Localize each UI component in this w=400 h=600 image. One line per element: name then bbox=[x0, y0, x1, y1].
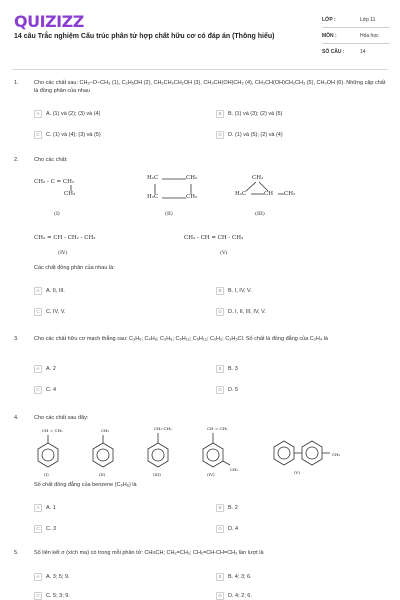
benzene-structure-4 bbox=[203, 433, 230, 467]
meta-value: 14 bbox=[360, 49, 366, 55]
option-text: C. 3 bbox=[46, 525, 57, 532]
worksheet-header bbox=[0, 0, 400, 70]
question-number: 4. bbox=[14, 415, 19, 421]
structure-5-formula: CH₃ - CH = CH - CH₃ bbox=[184, 235, 244, 241]
option-text: B. 2 bbox=[228, 504, 238, 511]
benzene-substituent: CH = CH₂ bbox=[42, 428, 63, 433]
option-key: D bbox=[216, 131, 224, 139]
option-text: B. 4; 3; 6. bbox=[228, 573, 252, 580]
option-d[interactable] bbox=[216, 591, 252, 600]
option-b[interactable] bbox=[216, 364, 238, 373]
structure-2-atom: CH₂ bbox=[186, 175, 198, 181]
benzene-substituent: CH₃ bbox=[332, 452, 341, 457]
meta-label: MÔN : bbox=[322, 32, 337, 39]
option-key: A bbox=[34, 287, 42, 295]
structure-2-ring bbox=[152, 177, 192, 199]
option-text: A. 2 bbox=[46, 365, 56, 372]
option-c[interactable] bbox=[34, 524, 56, 533]
meta-row-subject bbox=[322, 28, 390, 44]
option-text: A. (1) và (2); (3) và (4) bbox=[46, 110, 101, 117]
structure-4-formula: CH₂ = CH - CH₂ - CH₃ bbox=[34, 235, 96, 241]
option-key: D bbox=[216, 592, 224, 600]
option-d[interactable] bbox=[216, 524, 238, 533]
option-a[interactable] bbox=[34, 286, 65, 295]
benzene-structure-1 bbox=[38, 435, 58, 467]
meta-row-grade bbox=[322, 12, 390, 28]
option-text: C. 5; 3; 9. bbox=[46, 592, 70, 599]
question-text: Cho các chất: bbox=[34, 157, 68, 163]
option-d[interactable] bbox=[216, 385, 238, 394]
option-text: C. 4 bbox=[46, 386, 57, 393]
benzene-label: (I) bbox=[44, 472, 49, 477]
question-text: Cho các chất sau đây: bbox=[34, 415, 89, 421]
option-text: C. (1) và (4); (3) và (5) bbox=[46, 131, 101, 138]
benzene-label: (II) bbox=[99, 472, 106, 477]
structure-3-atom: CH₃ bbox=[284, 191, 296, 197]
option-text: A. 1 bbox=[46, 504, 56, 511]
option-a[interactable] bbox=[34, 503, 56, 512]
question-3 bbox=[14, 336, 388, 406]
benzene-structure-3 bbox=[148, 433, 168, 467]
quizizz-logo: QUIZIZZ bbox=[14, 12, 84, 31]
structure-1-methyl: CH₃ bbox=[64, 191, 76, 197]
option-key: B bbox=[216, 110, 224, 118]
option-c[interactable] bbox=[34, 591, 70, 600]
option-text: A. 3; 5; 9. bbox=[46, 573, 70, 580]
option-key: B bbox=[216, 365, 224, 373]
option-text: B. (1) và (3); (2) và (5) bbox=[228, 110, 283, 117]
benzene-substituent: CH₃ bbox=[230, 467, 239, 472]
option-key: B bbox=[216, 504, 224, 512]
structure-2-atom: H₂C bbox=[147, 194, 159, 200]
option-key: C bbox=[34, 386, 42, 394]
structure-3-label: (III) bbox=[255, 211, 265, 217]
option-text: C. IV, V. bbox=[46, 308, 66, 315]
benzene-label: (V) bbox=[294, 470, 301, 475]
question-text: Cho các chất sau: CH₃–O–CH₃ (1), C₂H₅OH (2), CH₃CH₂CH₂OH (3), CH₃CH(OH)CH₃ (4), CH₃CH(OH)CH₂CH₃ (5), CH₃OH (6). Những cặp chất là đồng phân của nhau bbox=[34, 80, 386, 94]
option-c[interactable] bbox=[34, 307, 65, 316]
benzene-substituent: CH₂-CH₃ bbox=[154, 426, 172, 431]
option-key: C bbox=[34, 525, 42, 533]
option-key: A bbox=[34, 365, 42, 373]
option-c[interactable] bbox=[34, 385, 56, 394]
page-title: 14 câu Trắc nghiệm Cấu trúc phân tử hợp chất hữu cơ có đáp án (Thông hiểu) bbox=[14, 33, 275, 40]
option-text: D. 4 bbox=[228, 525, 239, 532]
structure-2-label: (II) bbox=[165, 211, 173, 217]
question-1 bbox=[14, 80, 388, 150]
option-b[interactable] bbox=[216, 286, 252, 295]
question-subtext: Các chất đồng phân của nhau là: bbox=[34, 265, 115, 271]
question-number: 5. bbox=[14, 550, 19, 556]
benzene-substituent: CH = CH₂ bbox=[207, 426, 228, 431]
option-d[interactable] bbox=[216, 307, 266, 316]
meta-value: Lớp 11 bbox=[360, 16, 376, 23]
option-a[interactable] bbox=[34, 572, 70, 581]
structure-5-label: (V) bbox=[220, 250, 228, 256]
option-c[interactable] bbox=[34, 130, 101, 139]
question-5 bbox=[14, 550, 388, 600]
question-subtext: Số chất đồng đẳng của benzene (C₆H₆) là bbox=[34, 482, 137, 488]
benzene-structure-2 bbox=[93, 435, 113, 467]
question-number: 1. bbox=[14, 80, 19, 86]
meta-label: SỐ CÂU : bbox=[322, 49, 345, 55]
option-a[interactable] bbox=[34, 364, 56, 373]
benzene-substituent: CH₃ bbox=[101, 428, 110, 433]
question-number: 3. bbox=[14, 336, 19, 342]
option-text: D. I, II, III, IV, V. bbox=[228, 308, 266, 315]
option-text: A. II, III. bbox=[46, 287, 65, 294]
meta-label: LỚP : bbox=[322, 16, 336, 23]
structure-3-atom: CH₂ bbox=[252, 175, 264, 181]
option-b[interactable] bbox=[216, 572, 252, 581]
header-divider bbox=[12, 69, 388, 70]
option-d[interactable] bbox=[216, 130, 283, 139]
question-number: 2. bbox=[14, 157, 19, 163]
option-b[interactable] bbox=[216, 109, 282, 118]
option-key: C bbox=[34, 131, 42, 139]
structure-3-ring bbox=[242, 181, 287, 197]
structure-4-label: (IV) bbox=[58, 250, 68, 256]
meta-row-count bbox=[322, 44, 390, 60]
structure-3-atom: CH bbox=[264, 191, 274, 197]
structure-3-atom: H₂C bbox=[235, 191, 247, 197]
option-text: D. (1) và (5); (2) và (4) bbox=[228, 131, 283, 138]
option-key: B bbox=[216, 287, 224, 295]
question-4 bbox=[14, 415, 388, 545]
option-key: B bbox=[216, 573, 224, 581]
benzene-label: (III) bbox=[153, 472, 161, 477]
option-text: D. 5 bbox=[228, 386, 239, 393]
option-text: B. I, IV, V. bbox=[228, 287, 252, 294]
structure-1-label: (I) bbox=[54, 211, 60, 217]
meta-value: Hóa học bbox=[360, 32, 379, 39]
option-key: A bbox=[34, 504, 42, 512]
option-key: D bbox=[216, 386, 224, 394]
structure-1-formula: CH₃ - C = CH₂ bbox=[34, 179, 75, 185]
option-key: A bbox=[34, 110, 42, 118]
question-2 bbox=[14, 157, 388, 332]
option-key: C bbox=[34, 592, 42, 600]
option-key: A bbox=[34, 573, 42, 581]
option-text: B. 3 bbox=[228, 365, 238, 372]
question-text: Số liên kết σ (xích ma) có trong mỗi phân tử: CH≡CH; CH₂=CH₂; CH₂=CH-CH=CH₂ lần lượt là bbox=[34, 550, 264, 556]
benzene-label: (IV) bbox=[207, 472, 215, 477]
option-text: D. 4; 2; 6. bbox=[228, 592, 252, 599]
option-key: D bbox=[216, 525, 224, 533]
option-key: C bbox=[34, 308, 42, 316]
structure-2-atom: H₂C bbox=[147, 175, 159, 181]
option-b[interactable] bbox=[216, 503, 238, 512]
question-text: Cho các chất hữu cơ mạch thẳng sau: C₃H₆; C₄H₈; C₃H₈; C₆H₁₂; C₅H₁₂; C₂H₂; C₃H₅Cl. Số chất là đồng đẳng của C₂H₄ là bbox=[34, 336, 328, 342]
structure-2-atom: CH₂ bbox=[186, 194, 198, 200]
meta-table bbox=[322, 12, 390, 60]
option-a[interactable] bbox=[34, 109, 100, 118]
option-key: D bbox=[216, 308, 224, 316]
benzene-structure-5 bbox=[274, 441, 330, 465]
